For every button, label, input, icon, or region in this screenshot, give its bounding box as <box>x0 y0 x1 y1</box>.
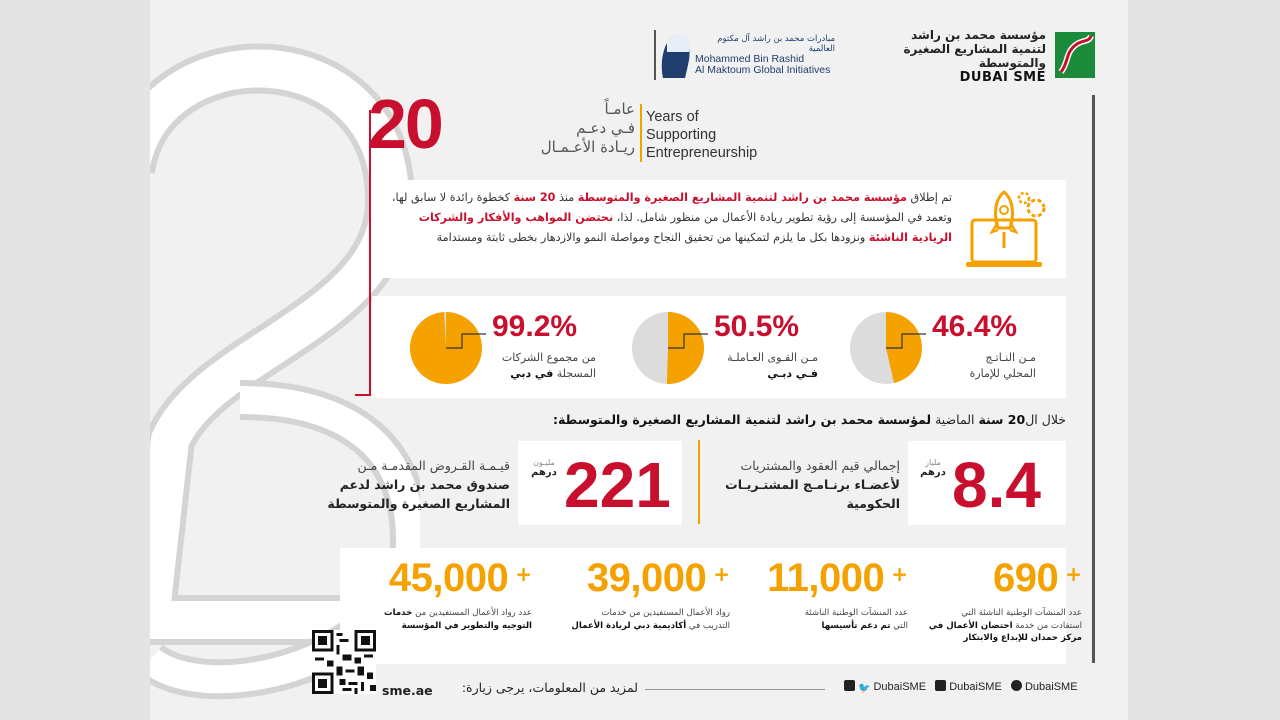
count-description <box>732 607 908 632</box>
section-title-bold-1: 20 سنة <box>978 412 1026 427</box>
kpi-contracts-unit <box>916 458 950 478</box>
count-desc-line: استفادت من خدمة احتضان الأعمال في <box>928 620 1082 631</box>
intro-bold-1: مؤسسة محمد بن راشد لتنمية المشاريع الصغيرة والمتوسطة <box>577 191 907 204</box>
kpi-loans-desc-1: قيـمـة القـروض المقدمـة مـن <box>357 458 510 473</box>
left-margin <box>0 0 150 720</box>
kpi-contracts-desc-1: إجمالي قيم العقود والمشتريات <box>740 458 900 473</box>
intro-part-1: تم إطلاق <box>906 191 952 204</box>
title-ar-3: ريـادة الأعـمـال <box>540 138 635 156</box>
kpi-loans-unit-top: مليـون <box>533 458 555 467</box>
mbrgi-logo-text <box>695 34 845 76</box>
title-en-2: Supporting <box>646 127 717 143</box>
title-ar <box>480 100 635 157</box>
kpi-contracts-unit-main: درهم <box>920 467 946 478</box>
count-desc-line: عدد رواد الأعمال المستفيدين من خدمات <box>384 608 532 618</box>
title-divider <box>640 104 642 162</box>
count-desc-line: التدريب في أكاديمية دبي لريادة الأعمال <box>571 620 730 631</box>
stat-desc-line: المحلي للإمارة <box>969 367 1036 380</box>
footer-social <box>844 680 1078 694</box>
section-title <box>372 412 1066 427</box>
footer-more-info: لمزيد من المعلومات، يرجى زيارة: <box>461 680 638 695</box>
kpi-loans-unit-main: درهم <box>531 467 557 478</box>
intro-bold-3: نحتضن المواهب والأفكار والشركات الريادية الناشئة <box>418 211 952 244</box>
title-en-3: Entrepreneurship <box>646 145 758 161</box>
stat-description <box>914 350 1036 382</box>
kpi-loans-value: 221 <box>564 449 671 521</box>
count-item <box>356 556 532 632</box>
count-desc-line: التوجيه والتطوير في المؤسسة <box>401 620 532 631</box>
stat-desc-line: من مجموع الشركات <box>501 351 596 364</box>
title-ar-1: عامـاً <box>604 100 635 118</box>
kpi-contracts-desc-3: الحكومية <box>846 496 900 511</box>
count-description <box>554 607 730 632</box>
laptop-rocket-icon <box>962 186 1058 272</box>
count-number: 690 <box>993 556 1059 600</box>
stat-desc-line: مـن القـوى العـاملـة <box>727 351 818 364</box>
intro-part-3: كخطوة رائدة لا سابق لها، وتعمد في المؤسسة إلى رؤية تطوير ريادة الأعمال من منظور شامل. لذا، <box>391 191 952 224</box>
title-number: 20 <box>368 85 442 163</box>
stat-desc-line: فـي دبـي <box>767 367 818 380</box>
count-desc-line: عدد المنشآت الوطنية الناشئة التي <box>961 608 1082 618</box>
mbrgi-name-en-1: Mohammed Bin Rashid <box>695 53 805 65</box>
dubai-sme-logo-icon <box>1055 32 1095 78</box>
stat-desc-line: مـن النـاتـج <box>985 351 1036 364</box>
count-desc-line: التي تم دعم تأسيسها <box>821 620 908 631</box>
kpi-contracts-value: 8.4 <box>952 449 1041 521</box>
count-desc-line: مركز حمدان للإبداع والابتكار <box>963 633 1082 643</box>
stat-percentage: 50.5% <box>714 310 800 343</box>
count-value-row <box>554 556 730 601</box>
stat-group <box>848 308 1058 388</box>
count-number: 45,000 <box>388 556 509 600</box>
infographic-page <box>150 0 1128 720</box>
kpi-loans-desc <box>300 456 510 513</box>
count-item <box>906 556 1082 645</box>
count-item <box>554 556 730 632</box>
mbrgi-name-ar: مبادرات محمد بن راشد آل مكتوم العالمية <box>717 34 835 54</box>
youtube-icon[interactable] <box>1011 680 1022 691</box>
stat-percentage: 99.2% <box>492 310 578 343</box>
count-item <box>732 556 908 632</box>
count-plus: + <box>706 562 730 586</box>
count-number: 11,000 <box>767 556 885 600</box>
section-title-part-2: الماضية <box>931 412 979 427</box>
count-description <box>356 607 532 632</box>
kpi-contracts-desc <box>690 456 900 513</box>
footer-rule <box>645 689 825 690</box>
dubai-sme-name-ar-1: مؤسسة محمد بن راشد <box>911 28 1046 42</box>
stat-group <box>408 308 618 388</box>
kpi-divider <box>698 440 700 524</box>
dubai-sme-name-en: DUBAI SME <box>959 70 1046 85</box>
title-ar-2: فـي دعـم <box>576 119 635 137</box>
section-title-bold-2: لمؤسسة محمد بن راشد لتنمية المشاريع الصغيرة والمتوسطة: <box>552 412 932 427</box>
social-handle-2[interactable]: DubaiSME <box>949 681 1002 693</box>
count-value-row <box>356 556 532 601</box>
mbrgi-portrait-icon <box>655 30 695 80</box>
dubai-sme-logo-text <box>846 28 1046 85</box>
right-vertical-rule <box>1092 95 1095 663</box>
count-number: 39,000 <box>586 556 707 600</box>
kpi-contracts-unit-top: مليار <box>925 458 941 467</box>
count-value-row <box>906 556 1082 601</box>
section-title-part-1: خلال ال <box>1025 412 1066 427</box>
twitter-icon[interactable]: 🐦 <box>858 683 871 694</box>
instagram-icon[interactable] <box>844 680 855 691</box>
stat-description <box>474 350 596 382</box>
dubai-sme-name-ar-2: لتنمية المشاريع الصغيرة والمتوسطة <box>903 42 1046 70</box>
title-en <box>646 108 757 162</box>
intro-part-4: ونزودها بكل ما يلزم لتمكينها من تحقيق النجاح ومواصلة النمو والازدهار بخطى ثابتة ومستدامة <box>436 231 869 244</box>
kpi-loans-desc-2: صندوق محمد بن راشد لدعم <box>339 477 510 492</box>
social-handle-3[interactable]: DubaiSME <box>1024 681 1078 693</box>
count-value-row <box>732 556 908 601</box>
stat-desc-line: المسجلة في دبي <box>510 367 596 380</box>
social-handle-1[interactable]: DubaiSME <box>873 681 927 693</box>
stat-group <box>630 308 840 388</box>
count-description <box>906 607 1082 645</box>
count-desc-line: رواد الأعمال المستفيدين من خدمات <box>601 608 730 618</box>
kpi-loans-desc-3: المشاريع الصغيرة والمتوسطة <box>327 496 510 511</box>
stat-percentage: 46.4% <box>932 310 1018 343</box>
footer-site[interactable] <box>382 680 433 699</box>
intro-bold-2: 20 سنة <box>513 191 556 204</box>
kpi-contracts-desc-2: لأعضـاء برنـامـج المشتـريـات <box>725 477 900 492</box>
count-desc-line: عدد المنشآت الوطنية الناشئة <box>804 608 908 618</box>
facebook-icon[interactable] <box>935 680 946 691</box>
intro-part-2: منذ <box>555 191 578 204</box>
title-en-1: Years of <box>646 109 699 125</box>
intro-text <box>382 188 952 248</box>
kpi-loans-unit <box>526 458 562 478</box>
count-plus: + <box>508 562 532 586</box>
footer-site-link[interactable]: sme.ae <box>382 683 433 698</box>
mbrgi-name-en-2: Al Maktoum Global Initiatives <box>695 64 831 76</box>
count-plus: + <box>884 562 908 586</box>
stat-description <box>696 350 818 382</box>
count-plus: + <box>1058 562 1082 586</box>
right-margin <box>1128 0 1280 720</box>
qr-code[interactable] <box>312 630 376 694</box>
